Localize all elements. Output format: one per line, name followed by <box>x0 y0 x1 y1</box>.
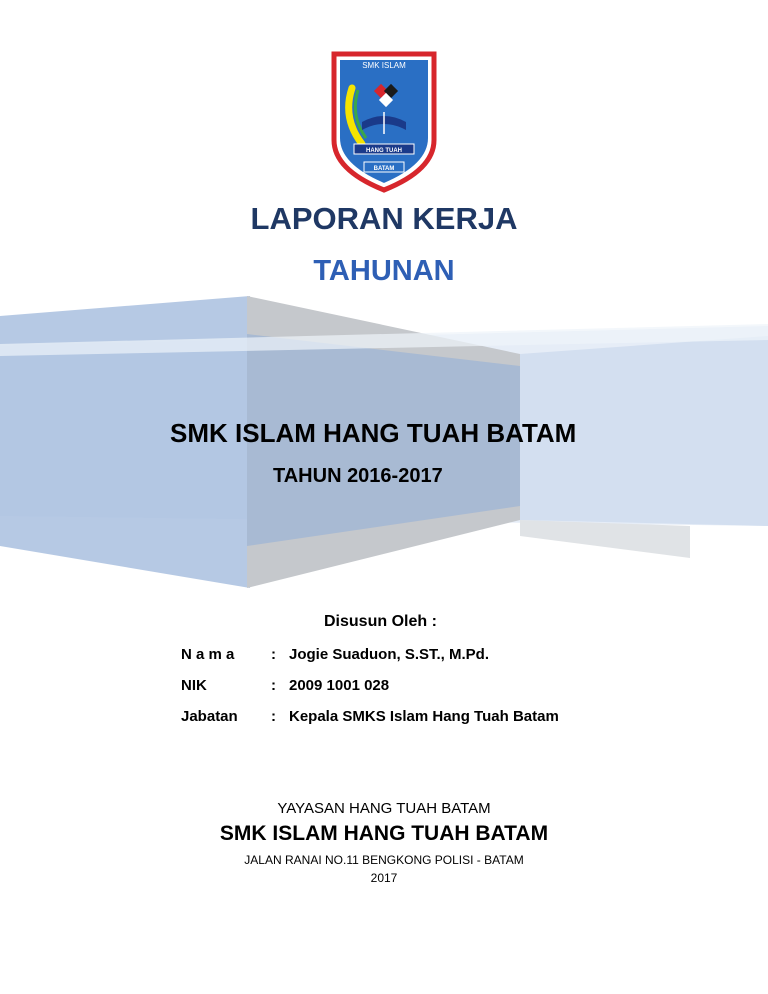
author-label: NIK <box>181 677 207 694</box>
school-name: SMK ISLAM HANG TUAH BATAM <box>170 418 577 448</box>
report-title-line2: TAHUNAN <box>313 255 455 287</box>
author-heading: Disusun Oleh : <box>324 613 437 630</box>
author-label: Jabatan <box>181 708 238 725</box>
author-label: N a m a <box>181 646 235 663</box>
author-colon: : <box>271 708 276 725</box>
logo-top-text: SMK ISLAM <box>362 61 406 70</box>
logo-bottom-text: BATAM <box>373 166 395 172</box>
author-colon: : <box>271 677 276 694</box>
author-value: 2009 1001 028 <box>289 677 390 694</box>
author-row-position <box>181 708 559 725</box>
year-line: TAHUN 2016-2017 <box>273 465 443 487</box>
author-value: Kepala SMKS Islam Hang Tuah Batam <box>289 708 559 725</box>
footer-foundation: YAYASAN HANG TUAH BATAM <box>277 800 491 817</box>
school-logo <box>328 48 440 194</box>
author-row-name <box>181 646 489 663</box>
footer-year: 2017 <box>370 871 398 885</box>
author-row-nik <box>181 677 389 694</box>
footer-school: SMK ISLAM HANG TUAH BATAM <box>219 822 549 845</box>
author-value: Jogie Suaduon, S.ST., M.Pd. <box>289 646 490 663</box>
logo-ribbon-text: HANG TUAH <box>366 148 402 154</box>
report-title-line1: LAPORAN KERJA <box>250 201 518 236</box>
footer-address: JALAN RANAI NO.11 BENGKONG POLISI - BATAM <box>244 853 524 867</box>
author-colon: : <box>271 646 276 663</box>
